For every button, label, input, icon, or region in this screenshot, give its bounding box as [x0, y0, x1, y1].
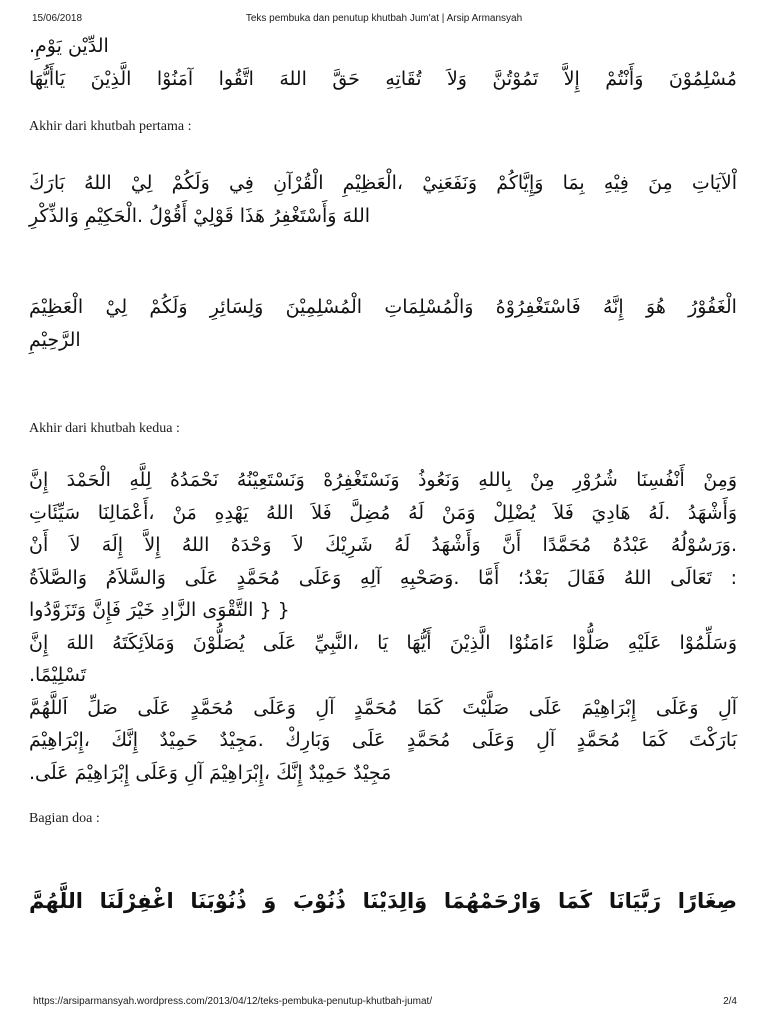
doa — [29, 883, 737, 919]
arabic-line: الرَّحِيْمِ — [29, 329, 81, 351]
arabic-line: اللَّهُمَّ ‎اغْفِرْلَنَا ‎ذُنُوْبَنَا ‎وَ ‎ذُنُوْبَ ‎وَالِدَيْنَا ‎وَارْحَمْهُمَا ‎كَمَا ‎رَبَّيَانَا ‎صِغَارًا — [29, 889, 738, 913]
heading-khutbah-kedua: Akhir dari khutbah kedua : — [29, 421, 180, 436]
intro — [29, 30, 737, 96]
footer-page-number: 2/4 — [723, 996, 737, 1007]
arabic-line: سَيِّئَاتِ ‎أَعْمَالِنَا، ‎مَنْ ‎يَهْدِهِ ‎اللهُ ‎فَلاَ ‎مُضِلَّ ‎لَهُ ‎وَمَنْ ‎يُضْلِلْ ‎فَلاَ ‎هَادِيَ ‎لَهُ. ‎وَأَشْهَدُ — [29, 501, 738, 524]
footer-url: https://arsiparmansyah.wordpress.com/2013/04/12/teks-pembuka-penutup-khutbah-jumat/ — [33, 996, 433, 1007]
arabic-line: إِبْرَاهِيْمَ، ‎إِنَّكَ ‎حَمِيْدٌ ‎مَجِيْدٌ. ‎وَبَارِكْ ‎عَلَى ‎مُحَمَّدٍ ‎وَعَلَى ‎آلِ ‎مُحَمَّدٍ ‎كَمَا ‎بَارَكْتَ — [29, 729, 737, 751]
arabic-line: أَنْ ‎لاَ ‎إِلَهَ ‎إِلاَّ ‎اللهُ ‎وَحْدَهُ ‎لاَ ‎شَرِيْكَ ‎لَهُ ‎وَأَشْهَدُ ‎أَنَّ ‎مُحَمَّدًا ‎عَبْدُهُ ‎وَرَسُوْلُهُ. — [29, 534, 738, 556]
print-header — [0, 13, 768, 29]
arabic-line: إِنَّ ‎الْحَمْدَ ‎لِلَّهِ ‎نَحْمَدُهُ ‎وَنَسْتَعِيْنُهُ ‎وَنَسْتَغْفِرُهْ ‎وَنَعُوذُ ‎بِاللهِ ‎مِنْ ‎شُرُوْرِ ‎أَنْفُسِنَا ‎وَمِنْ — [29, 469, 738, 491]
arabic-line: .يَوْمِ ‎الدِّيْن — [29, 35, 109, 57]
heading-khutbah-pertama: Akhir dari khutbah pertama : — [29, 119, 192, 134]
heading-bagian-doa: Bagian doa : — [29, 811, 100, 826]
arabic-line: إِنَّ ‎اللهَ ‎وَمَلاَئِكَتَهُ ‎يُصَلُّوْنَ ‎عَلَى ‎النَّبِيِّ، ‎يَا ‎أَيُّهَا ‎الَّذِيْنَ ‎ءَامَنُوْا ‎صَلُّوْا ‎عَلَيْهِ ‎وَسَلِّمُوْا — [29, 631, 737, 654]
arabic-line: يَاأَيُّهَا ‎الَّذِيْنَ ‎آمَنُوْا ‎اتَّقُوا ‎اللهَ ‎حَقَّ ‎تُقَاتِهِ ‎وَلاَ ‎تَمُوْتُنَّ ‎إِلاَّ ‎وَأَنْتُمْ ‎مُسْلِمُوْنَ — [29, 68, 737, 90]
akhir-khutbah-pertama — [29, 167, 737, 233]
akhir-khutbah-kedua — [29, 464, 737, 789]
arabic-line: بَارَكَ ‎اللهُ ‎لِيْ ‎وَلَكُمْ ‎فِي ‎الْقُرْآنِ ‎الْعَظِيْمِ، ‎وَنَفَعَنِيْ ‎وَإِيَّاكُمْ ‎بِمَا ‎فِيْهِ ‎مِنَ ‎اْلآيَاتِ — [29, 172, 737, 194]
arabic-line: .تَسْلِيْمًا — [29, 664, 87, 686]
arabic-line: وَالصَّلاَةُ ‎وَالسَّلاَمُ ‎عَلَى ‎مُحَمَّدٍ ‎وَعَلَى ‎آلِهِ ‎وَصَحْبِهِ. ‎أَمَّا ‎بَعْدُ؛ ‎فَقَالَ ‎اللهُ ‎تَعَالَى ‎: — [29, 566, 737, 589]
arabic-line: وَالذِّكْرِ ‎الْحَكِيْمِ. ‎أَقُوْلُ ‎قَوْلِيْ ‎هَذَا ‎وَأَسْتَغْفِرُ ‎اللهَ — [29, 205, 371, 227]
header-date: 15/06/2018 — [32, 13, 83, 24]
header-title: Teks pembuka dan penutup khutbah Jum'at | Arsip Armansyah — [245, 13, 523, 24]
arabic-line: اَللَّهُمَّ ‎صَلِّ ‎عَلَى ‎مُحَمَّدٍ ‎وَعَلَى ‎آلِ ‎مُحَمَّدٍ ‎كَمَا ‎صَلَّيْتَ ‎عَلَى ‎إِبْرَاهِيْمَ ‎وَعَلَى ‎آلِ — [29, 696, 738, 719]
arabic-line: .عَلَى ‎إِبْرَاهِيْمَ ‎وَعَلَى ‎آلِ ‎إِبْرَاهِيْمَ، ‎إِنَّكَ ‎حَمِيْدٌ ‎مَجِيْدٌ — [29, 761, 392, 784]
arabic-line: وَتَزَوَّدُوا ‎فَإِنَّ ‎خَيْرَ ‎الزَّادِ ‎التَّقْوَى ‎} ‎} — [29, 599, 290, 621]
print-footer — [33, 996, 737, 1010]
arabic-line: الْعَظِيْمَ ‎لِيْ ‎وَلَكُمْ ‎وَلِسَائِرِ ‎الْمُسْلِمِيْنَ ‎وَالْمُسْلِمَاتِ ‎فَاسْتَغْفِرُوْهُ ‎إِنَّهُ ‎هُوَ ‎الْغَفُوْرُ — [29, 296, 737, 318]
lanjutan-istighfar — [29, 291, 737, 357]
